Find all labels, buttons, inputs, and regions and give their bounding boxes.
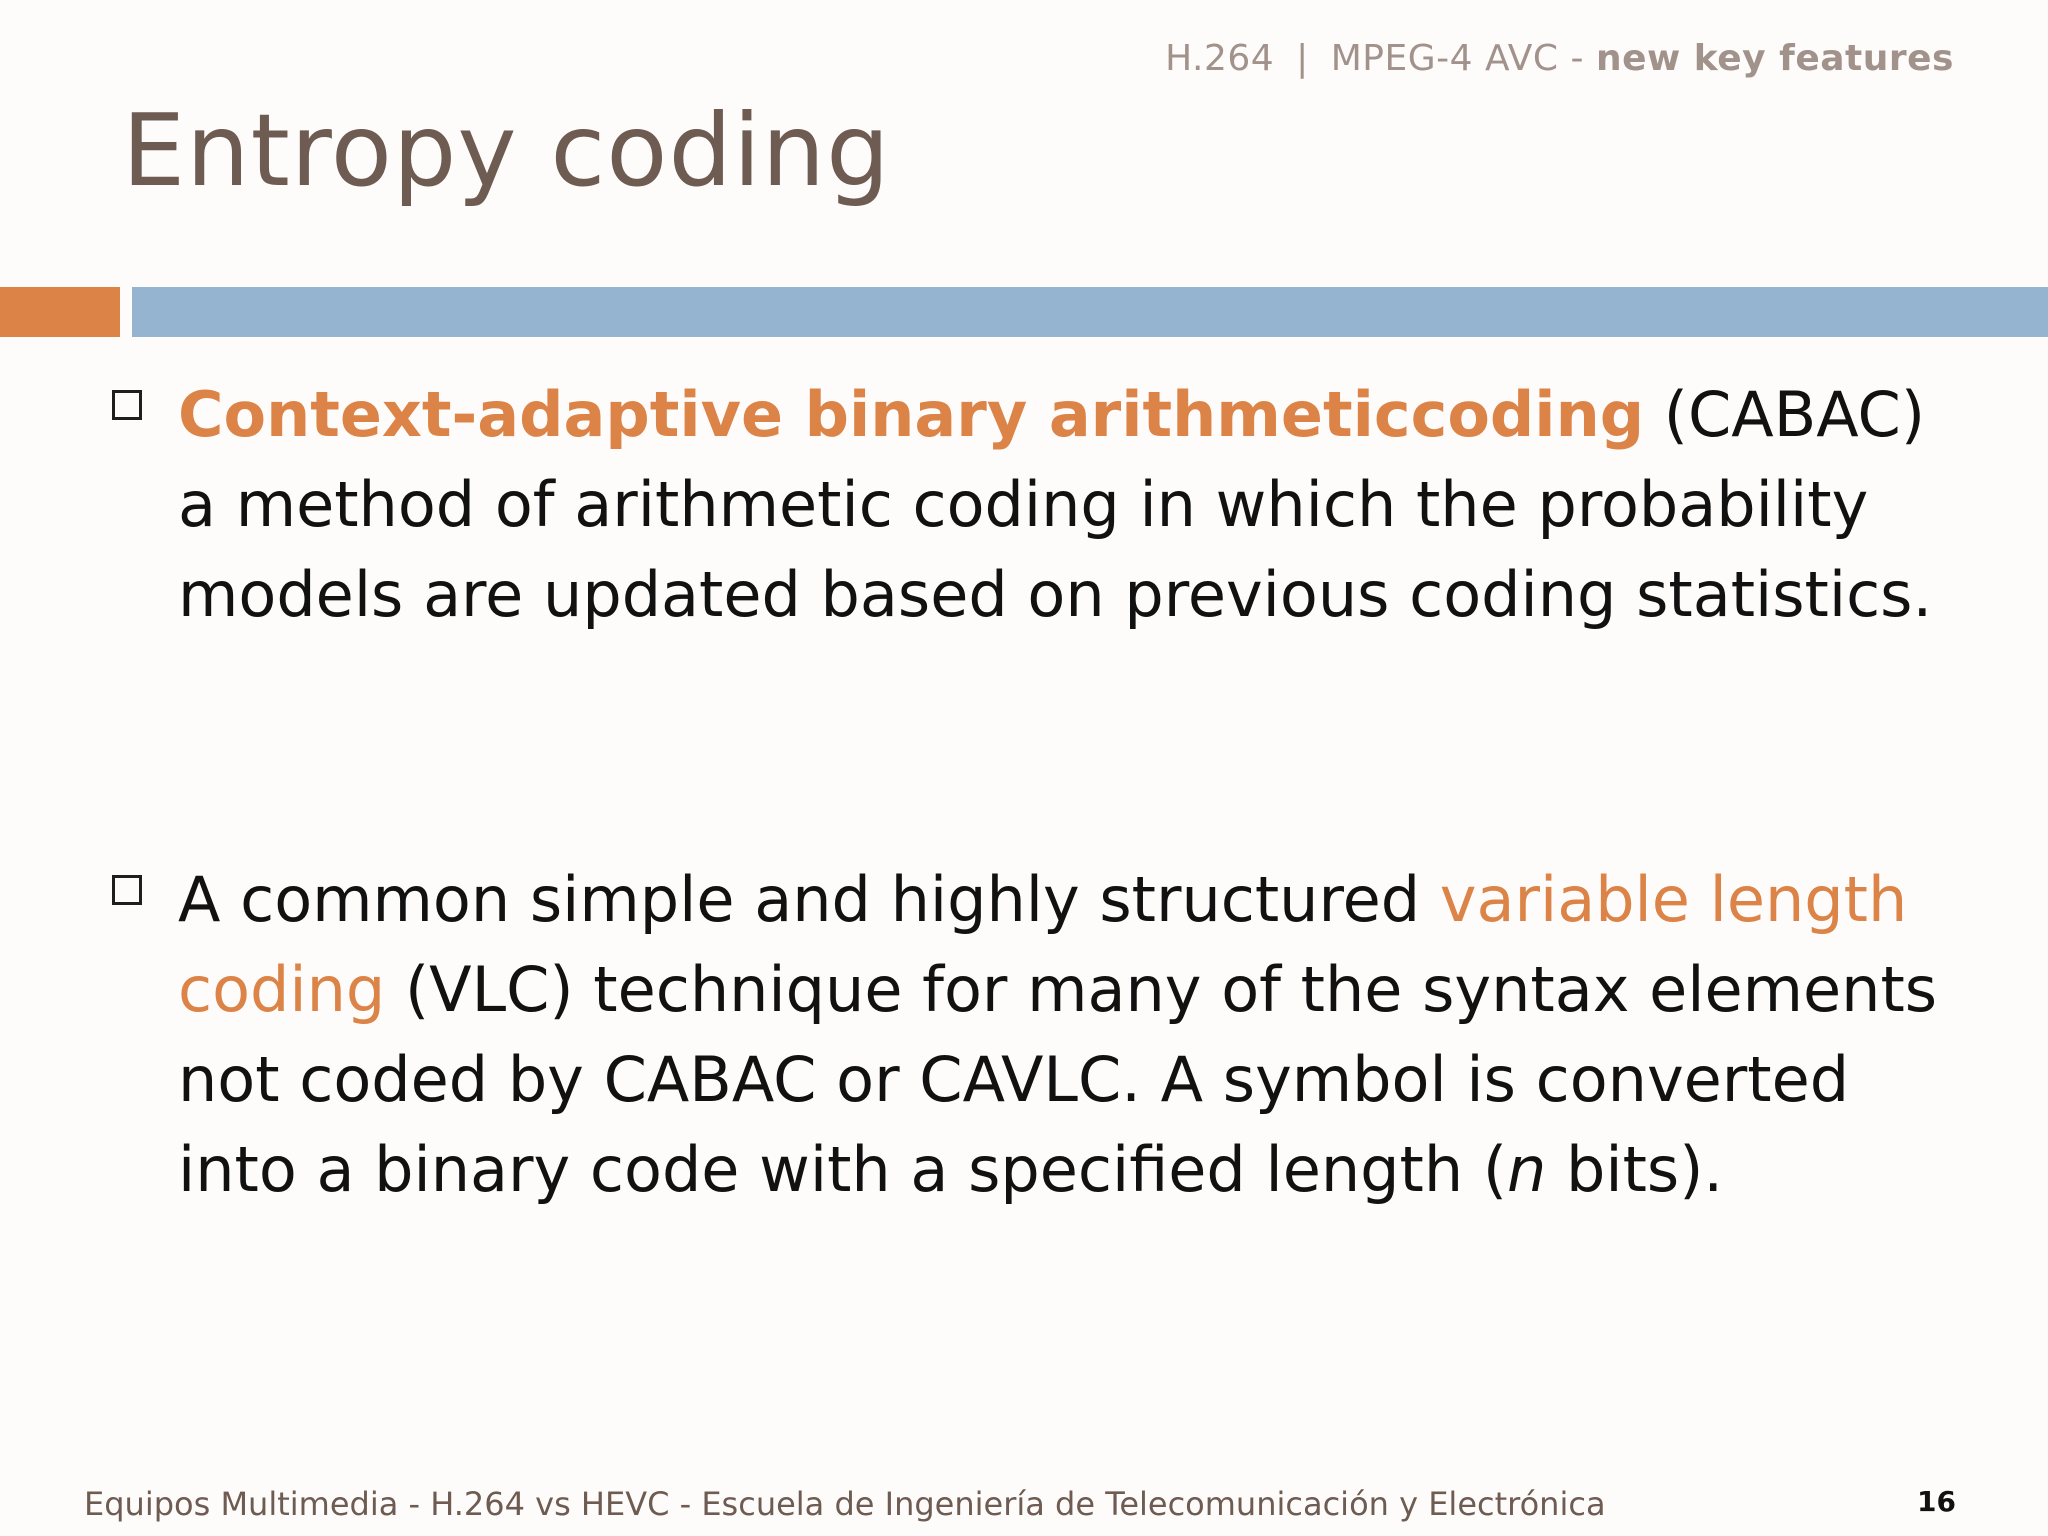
bullet-italic: n (1507, 1133, 1547, 1206)
page-number: 16 (1917, 1485, 1956, 1518)
header-subtitle (1165, 38, 1954, 79)
bullet-highlight: variable length coding (178, 863, 1908, 1026)
header-separator: | (1296, 38, 1309, 79)
header-section: new key features (1595, 38, 1954, 79)
accent-bar-blue (132, 287, 2048, 337)
header-standard: MPEG-4 AVC - (1330, 38, 1584, 79)
footer-text: Equipos Multimedia - H.264 vs HEVC - Escuela de Ingeniería de Telecomunicación y Electrónica (84, 1485, 1606, 1523)
header-codec: H.264 (1165, 38, 1275, 79)
square-bullet-icon (112, 875, 142, 905)
bullet-highlight: Context-adaptive binary arithmeticcoding (178, 378, 1645, 451)
square-bullet-icon (112, 390, 142, 420)
bullet-text (178, 855, 1938, 1215)
bullet-intro: A common simple and highly structured (178, 863, 1440, 936)
bullet-tail: bits). (1546, 1133, 1724, 1206)
bullet-rest: (CABAC) a method of arithmetic coding in which the probability models are updated based on previous coding statistics. (178, 378, 1933, 631)
bullet-rest: (VLC) technique for many of the syntax elements not coded by CABAC or CAVLC. A symbol is converted into a binary code with a specified length ( (178, 953, 1938, 1206)
accent-bar-orange (0, 287, 120, 337)
bullet-text (178, 370, 1938, 640)
slide-title: Entropy coding (122, 92, 891, 209)
